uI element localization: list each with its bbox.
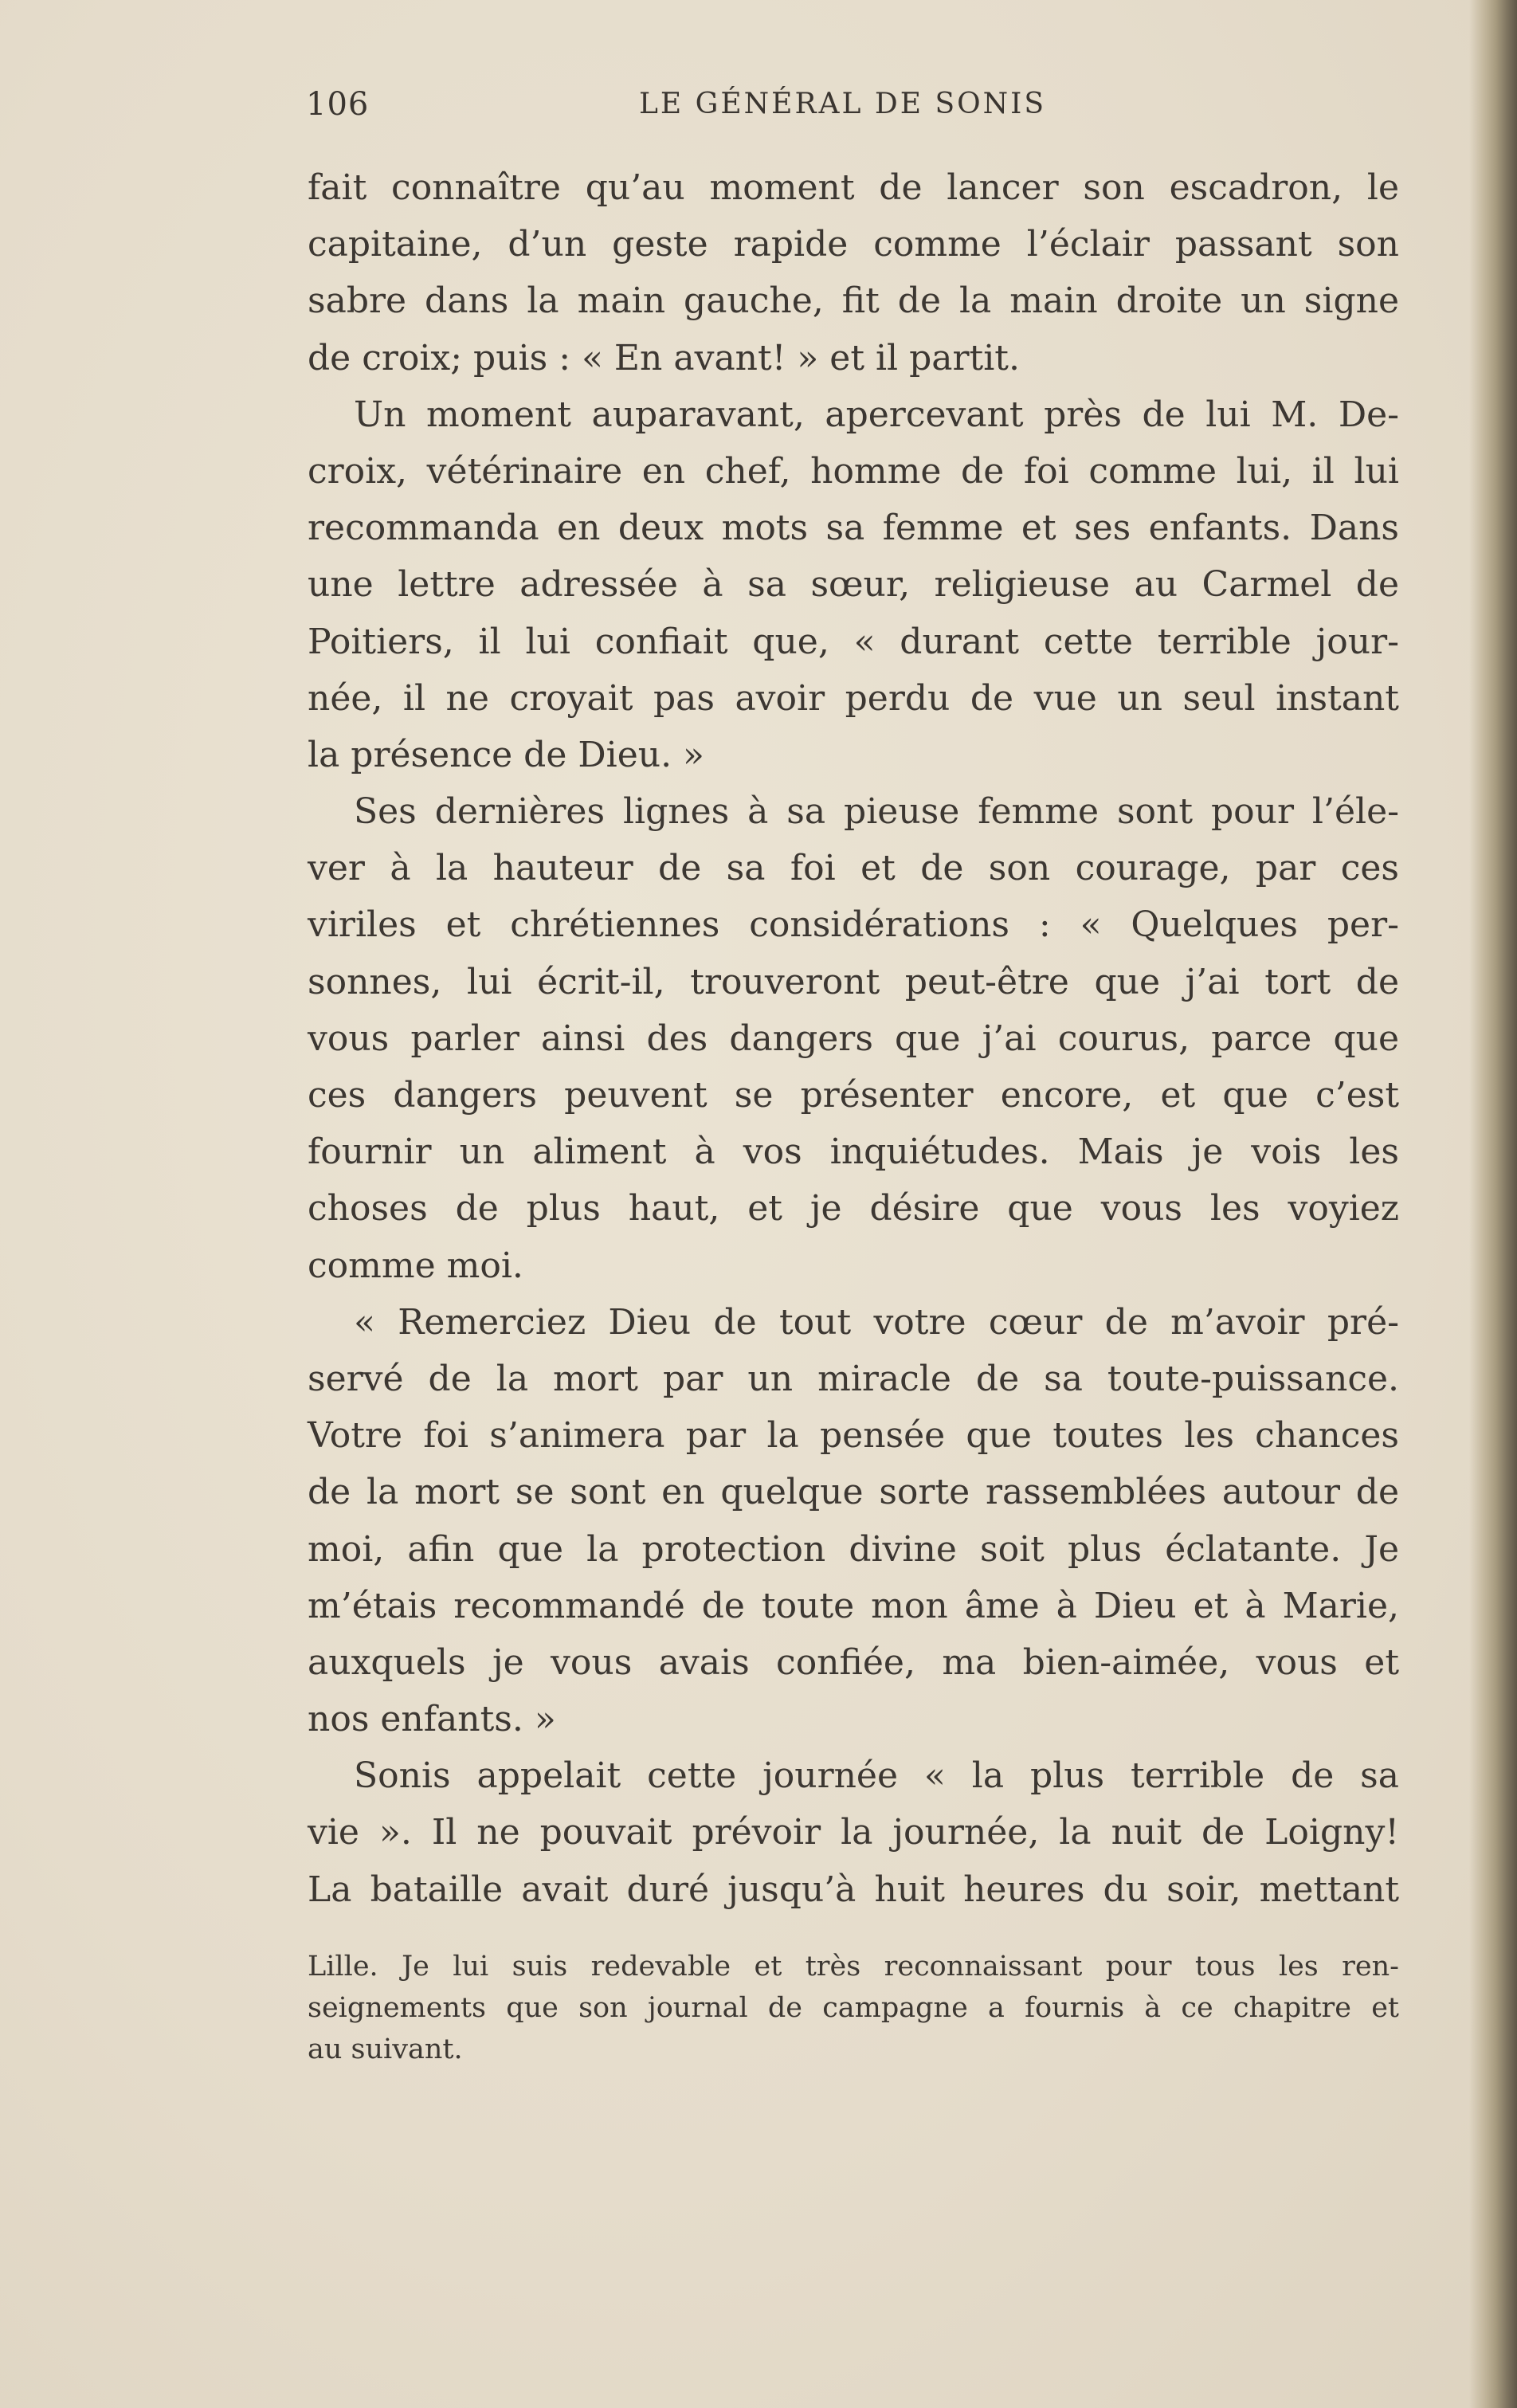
running-head [306,86,1397,137]
text-line: nos enfants. » [308,1699,556,1740]
text-line: moi, afin que la protection divine soit plus éclatante. Je [308,1528,1399,1570]
text-line: Un moment auparavant, apercevant près de lui M. De- [354,394,1399,435]
text-line: « Remerciez Dieu de tout votre cœur de m’avoir pré- [354,1301,1399,1343]
footnote-line: seignements que son journal de campagne a fournis à ce chapitre et [308,1992,1399,2024]
text-line: capitaine, d’un geste rapide comme l’éclair passant son [308,224,1399,265]
text-line: Ses dernières lignes à sa pieuse femme sont pour l’éle- [354,791,1399,833]
text-line: sabre dans la main gauche, fit de la main droite un signe [308,280,1399,322]
text-line: la présence de Dieu. » [308,734,704,775]
text-line: une lettre adressée à sa sœur, religieuse au Carmel de [308,564,1399,606]
page-number: 106 [306,86,370,123]
body-text [308,159,1399,1918]
footnote-line: au suivant. [308,2033,463,2065]
text-line: de la mort se sont en quelque sorte rassemblées autour de [308,1472,1399,1513]
footnote [308,1946,1399,2070]
text-line: Sonis appelait cette journée « la plus terrible de sa [354,1755,1399,1797]
text-line: vous parler ainsi des dangers que j’ai courus, parce que [308,1018,1399,1059]
text-line: croix, vétérinaire en chef, homme de foi comme lui, il lui [308,450,1399,492]
footnote-line: Lille. Je lui suis redevable et très reconnaissant pour tous les ren- [308,1951,1399,1982]
text-line: fait connaître qu’au moment de lancer son escadron, le [308,167,1399,208]
text-line: vie ». Il ne pouvait prévoir la journée, la nuit de Loigny! [308,1812,1399,1853]
text-line: fournir un aliment à vos inquiétudes. Mais je vois les [308,1131,1399,1173]
text-line: ver à la hauteur de sa foi et de son courage, par ces [308,848,1399,889]
text-line: La bataille avait duré jusqu’à huit heures du soir, mettant [308,1869,1399,1910]
page-binding-edge [1469,0,1517,2408]
text-line: recommanda en deux mots sa femme et ses enfants. Dans [308,508,1399,549]
text-line: servé de la mort par un miracle de sa toute-puissance. [308,1358,1399,1399]
running-title: LE GÉNÉRAL DE SONIS [639,88,1047,120]
text-line: auxquels je vous avais confiée, ma bien-aimée, vous et [308,1641,1399,1683]
text-line: de croix; puis : « En avant! » et il partit. [308,337,1020,378]
text-line: Votre foi s’animera par la pensée que toutes les chances [308,1415,1399,1457]
text-line: ces dangers peuvent se présenter encore, et que c’est [308,1075,1399,1116]
text-line: Poitiers, il lui confiait que, « durant cette terrible jour- [308,621,1399,662]
text-line: viriles et chrétiennes considérations : « Quelques per- [308,904,1399,946]
text-line: comme moi. [308,1245,523,1286]
text-line: sonnes, lui écrit-il, trouveront peut-être que j’ai tort de [308,961,1399,1002]
text-line: née, il ne croyait pas avoir perdu de vue un seul instant [308,677,1399,719]
text-line: choses de plus haut, et je désire que vous les voyiez [308,1188,1399,1229]
text-line: m’étais recommandé de toute mon âme à Dieu et à Marie, [308,1585,1399,1626]
